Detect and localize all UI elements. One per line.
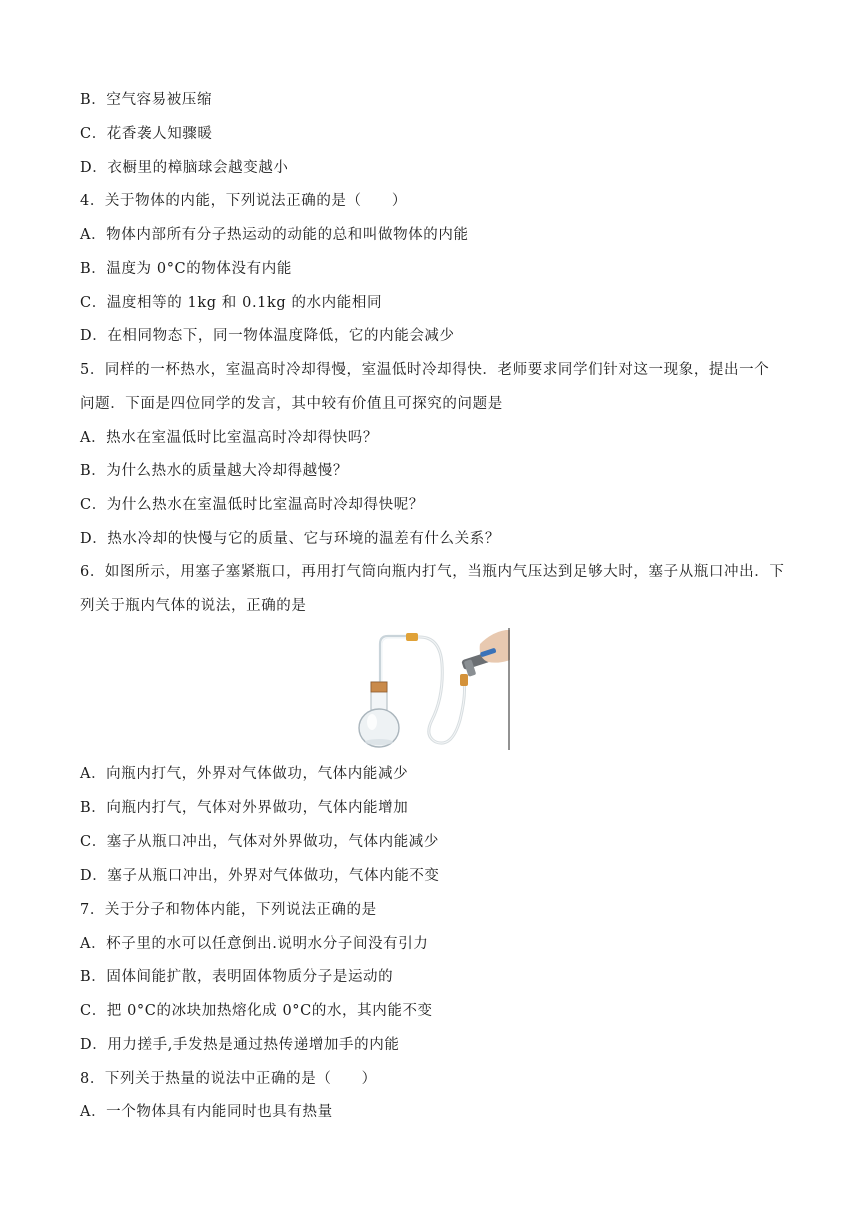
q6-option-b: B．向瓶内打气，气体对外界做功，气体内能增加: [80, 800, 409, 816]
pump-nozzle: [460, 674, 468, 686]
q5-stem-line1: 5．同样的一杯热水，室温高时冷却得慢，室温低时冷却得快．老师要求同学们针对这一现象，提出一个: [80, 362, 770, 378]
q7-stem: 7．关于分子和物体内能，下列说法正确的是: [80, 902, 377, 918]
q5-option-b: B．为什么热水的质量越大冷却得越慢？: [80, 463, 348, 479]
q5-option-c: C．为什么热水在室温低时比室温高时冷却得快呢？: [80, 497, 424, 513]
connector-tip: [406, 633, 418, 641]
q7-option-c: C．把 0°C的冰块加热熔化成 0°C的水，其内能不变: [80, 1003, 433, 1019]
q6-option-d: D．塞子从瓶口冲出，外界对气体做功，气体内能不变: [80, 868, 440, 884]
q8-option-a: A．一个物体具有内能同时也具有热量: [80, 1104, 333, 1120]
q3-option-c: C．花香袭人知骤暖: [80, 126, 213, 142]
q4-option-d: D．在相同物态下，同一物体温度降低，它的内能会减少: [80, 328, 455, 344]
q3-option-b: B．空气容易被压缩: [80, 92, 213, 108]
flask-pump-figure: [356, 624, 512, 752]
hand: [480, 630, 510, 663]
q3-option-d: D．衣橱里的樟脑球会越变越小: [80, 160, 289, 176]
q6-stem-line2: 列关于瓶内气体的说法，正确的是: [80, 598, 307, 614]
q6-stem-line1: 6．如图所示，用塞子塞紧瓶口，再用打气筒向瓶内打气，当瓶内气压达到足够大时，塞子从瓶口冲出．下: [80, 564, 785, 580]
q4-stem: 4．关于物体的内能，下列说法正确的是（ ）: [80, 193, 407, 209]
q5-option-a: A．热水在室温低时比室温高时冷却得快吗？: [80, 430, 378, 446]
q8-stem: 8．下列关于热量的说法中正确的是（ ）: [80, 1071, 377, 1087]
q4-option-c: C．温度相等的 1kg 和 0.1kg 的水内能相同: [80, 295, 383, 311]
flask-stopper: [371, 682, 387, 692]
q7-option-a: A．杯子里的水可以任意倒出.说明水分子间没有引力: [80, 936, 429, 952]
q6-option-c: C．塞子从瓶口冲出，气体对外界做功，气体内能减少: [80, 834, 439, 850]
q7-option-d: D．用力搓手,手发热是通过热传递增加手的内能: [80, 1037, 400, 1053]
q4-option-a: A．物体内部所有分子热运动的动能的总和叫做物体的内能: [80, 227, 469, 243]
q5-stem-line2: 问题．下面是四位同学的发言，其中较有价值且可探究的问题是: [80, 396, 503, 412]
q5-option-d: D．热水冷却的快慢与它的质量、它与环境的温差有什么关系？: [80, 531, 500, 547]
q7-option-b: B．固体间能扩散，表明固体物质分子是运动的: [80, 969, 394, 985]
q4-option-b: B．温度为 0°C的物体没有内能: [80, 261, 292, 277]
q6-option-a: A．向瓶内打气，外界对气体做功，气体内能减少: [80, 766, 409, 782]
